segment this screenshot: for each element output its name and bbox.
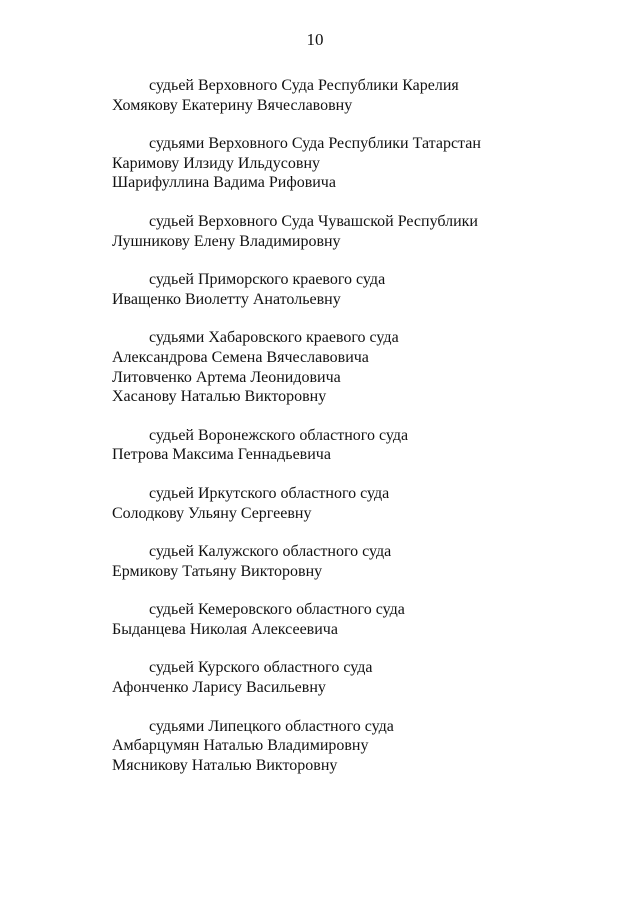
- court-title: судьей Кемеровского областного суда: [149, 601, 405, 619]
- appointment-entry: [112, 212, 612, 251]
- court-title: судьей Приморского краевого суда: [149, 271, 386, 289]
- appointment-entry: [112, 328, 612, 406]
- judge-name: Быданцева Николая Алексеевича: [112, 620, 338, 638]
- court-title: судьей Верховного Суда Чувашской Республики: [149, 212, 478, 230]
- judge-name: Александрова Семена Вячеславовича: [112, 348, 369, 366]
- court-title: судьями Хабаровского краевого суда: [149, 329, 399, 347]
- appointment-entry: [112, 270, 612, 309]
- judge-name: Каримову Илзиду Ильдусовну: [112, 154, 321, 172]
- appointment-entry: [112, 426, 612, 465]
- court-title: судьей Иркутского областного суда: [149, 484, 390, 502]
- judge-name: Хомякову Екатерину Вячеславовну: [112, 96, 353, 114]
- court-title: судьей Верховного Суда Республики Карелия: [149, 77, 459, 94]
- court-title: судьей Калужского областного суда: [149, 543, 392, 561]
- judge-name: Мясникову Наталью Викторовну: [112, 756, 338, 774]
- court-title: судьями Верховного Суда Республики Татарстан: [149, 135, 481, 153]
- judge-name: Амбарцумян Наталью Владимировну: [112, 737, 369, 755]
- appointments-list: [112, 76, 612, 794]
- judge-name: Литовченко Артема Леонидовича: [112, 368, 341, 386]
- appointment-entry: [112, 600, 612, 639]
- judge-name: Хасанову Наталью Викторовну: [112, 388, 327, 406]
- judge-name: Петрова Максима Геннадьевича: [112, 446, 331, 464]
- judge-name: Солодкову Ульяну Сергеевну: [112, 504, 312, 522]
- court-title: судьей Курского областного суда: [149, 659, 373, 677]
- judge-name: Афонченко Ларису Васильевну: [112, 679, 326, 697]
- appointment-entry: [112, 542, 612, 581]
- judge-name: Ермикову Татьяну Викторовну: [112, 562, 323, 580]
- appointment-entry: [112, 484, 612, 523]
- judge-name: Иващенко Виолетту Анатольевну: [112, 290, 341, 308]
- court-title: судьей Воронежского областного суда: [149, 426, 409, 444]
- appointment-entry: [112, 134, 612, 193]
- appointment-entry: [112, 717, 612, 776]
- appointment-entry: [112, 76, 612, 115]
- page-number: 10: [306, 30, 324, 49]
- judge-name: Шарифуллина Вадима Рифовича: [112, 174, 336, 192]
- court-title: судьями Липецкого областного суда: [149, 717, 394, 735]
- appointment-entry: [112, 658, 612, 697]
- judge-name: Лушникову Елену Владимировну: [112, 232, 341, 250]
